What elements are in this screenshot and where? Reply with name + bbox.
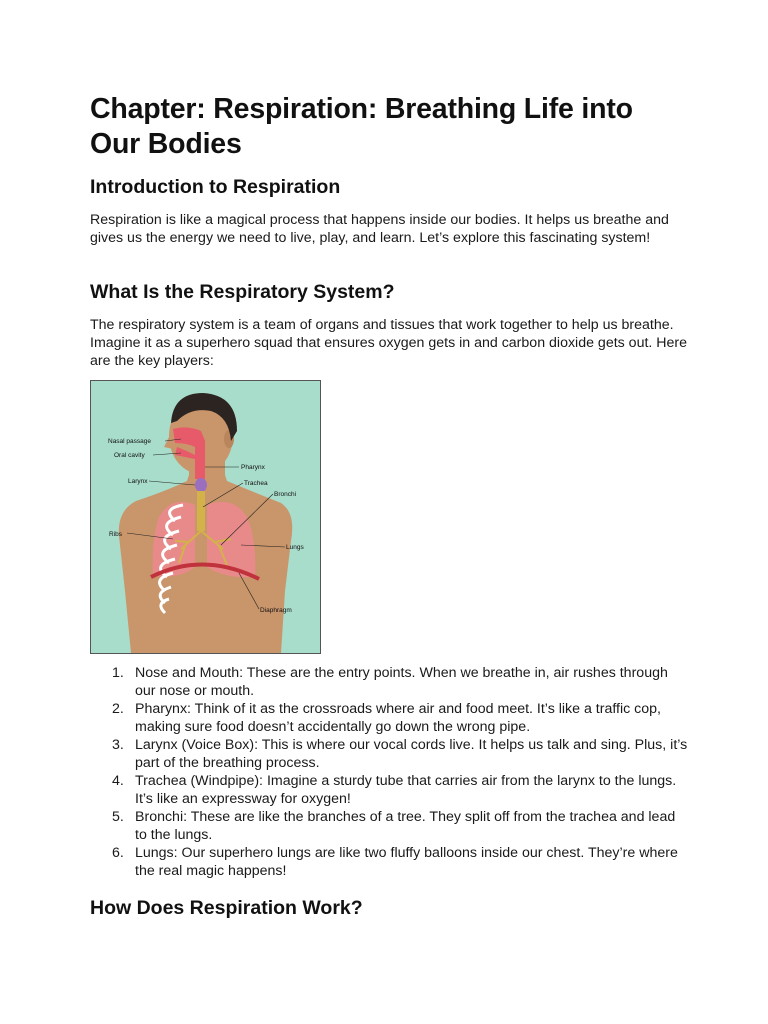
larynx-shape <box>195 478 207 492</box>
section-heading-how-respiration-works: How Does Respiration Work? <box>90 897 363 919</box>
list-item <box>90 736 690 772</box>
label-larynx: Larynx <box>128 478 148 485</box>
label-nasal-passage: Nasal passage <box>108 438 151 445</box>
list-item-text: Larynx (Voice Box): This is where our vocal cords live. It helps us talk and sing. Plus, it’s part of the breathing process. <box>135 737 688 771</box>
introduction-paragraph: Respiration is like a magical process that happens inside our bodies. It helps us breathe and gives us the energy we need to live, play, and learn. Let’s explore this fascinating system! <box>90 212 669 246</box>
label-lungs: Lungs <box>286 544 304 551</box>
list-item <box>90 700 690 736</box>
list-item-number: 6. <box>112 845 124 861</box>
list-item-text: Bronchi: These are like the branches of a tree. They split off from the trachea and lead to the lungs. <box>135 809 676 843</box>
list-item-number: 3. <box>112 737 124 753</box>
list-item-number: 2. <box>112 701 124 717</box>
list-item-text: Pharynx: Think of it as the crossroads where air and food meet. It’s like a traffic cop, making sure food doesn’t accidentally go down the wrong pipe. <box>135 701 661 735</box>
label-diaphragm: Diaphragm <box>260 607 292 614</box>
list-item <box>90 808 690 844</box>
respiratory-diagram-svg <box>91 381 320 653</box>
chapter-title: Chapter: Respiration: Breathing Life into Our Bodies <box>90 93 633 160</box>
list-item <box>90 664 690 700</box>
label-trachea: Trachea <box>244 480 268 487</box>
label-bronchi: Bronchi <box>274 491 297 498</box>
trachea-shape <box>197 491 205 531</box>
label-ribs: Ribs <box>109 531 123 538</box>
section-heading-introduction: Introduction to Respiration <box>90 176 341 198</box>
respiratory-system-paragraph: The respiratory system is a team of organs and tissues that work together to help us breathe. Imagine it as a superhero squad that ensures oxygen gets in and carbon dioxide gets out. Here are the key players: <box>90 317 688 369</box>
list-item-number: 5. <box>112 809 124 825</box>
list-item <box>90 844 690 880</box>
key-players-list <box>90 664 690 880</box>
label-pharynx: Pharynx <box>241 464 265 471</box>
list-item-number: 4. <box>112 773 124 789</box>
list-item-number: 1. <box>112 665 124 681</box>
list-item-text: Trachea (Windpipe): Imagine a sturdy tube that carries air from the larynx to the lungs. It’s like an expressway for oxygen! <box>135 773 677 807</box>
list-item-text: Nose and Mouth: These are the entry points. When we breathe in, air rushes through our nose or mouth. <box>135 665 668 699</box>
list-item <box>90 772 690 808</box>
section-heading-respiratory-system: What Is the Respiratory System? <box>90 281 395 303</box>
respiratory-system-diagram <box>90 380 321 654</box>
list-item-text: Lungs: Our superhero lungs are like two fluffy balloons inside our chest. They’re where the real magic happens! <box>135 845 678 879</box>
label-oral-cavity: Oral cavity <box>114 452 145 459</box>
